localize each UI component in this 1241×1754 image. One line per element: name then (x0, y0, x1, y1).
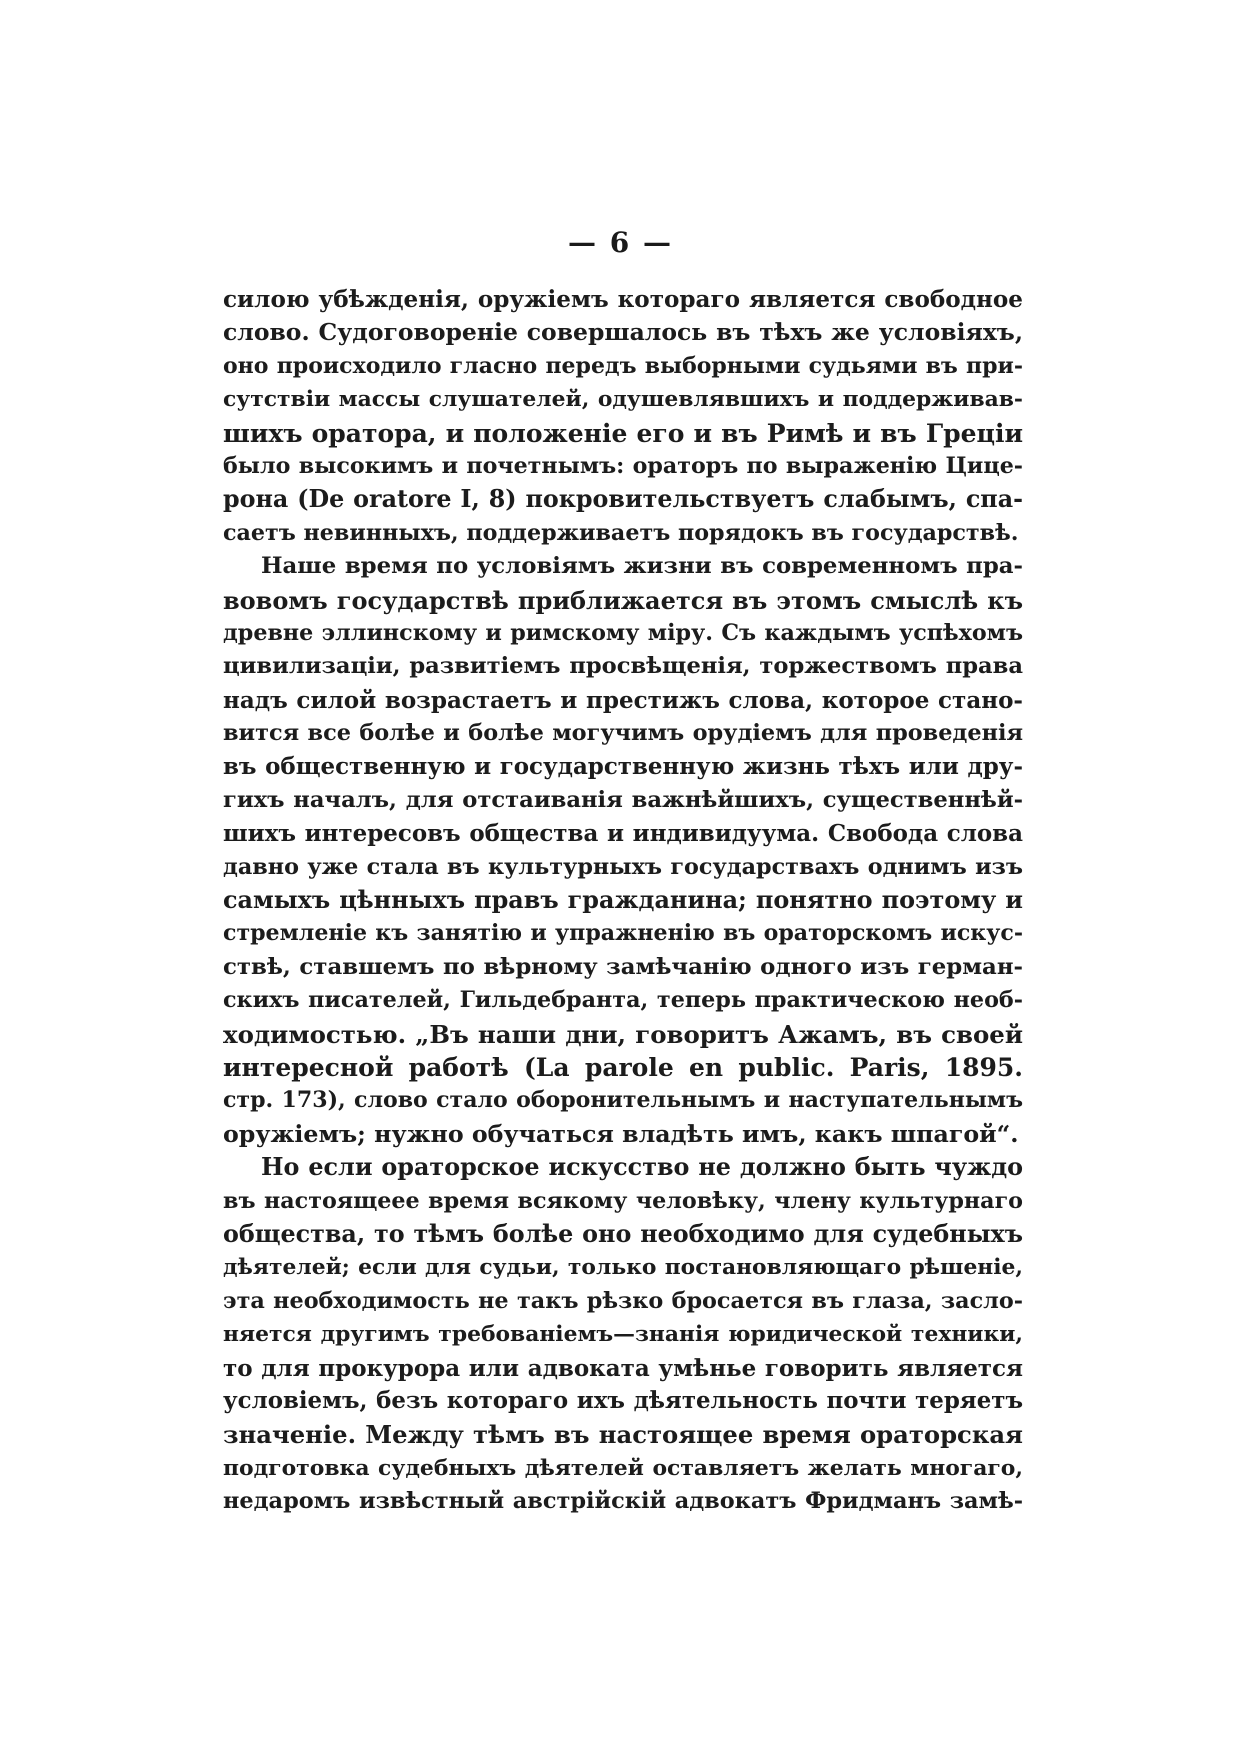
text-line: шихъ оратора, и положеніе его и въ Римѣ и въ Греціи (223, 418, 1023, 448)
text-line: надъ силой возрастаетъ и престижъ слова, которое стано- (223, 686, 1023, 714)
text-line: условіемъ, безъ котораго ихъ дѣятельность почти теряетъ (223, 1387, 1023, 1414)
text-line: саетъ невинныхъ, поддерживаетъ порядокъ въ государствѣ. (223, 519, 1019, 546)
text-line: сутствіи массы слушателей, одушевлявшихъ и поддерживав- (223, 387, 1023, 413)
text-line: вится все болѣе и болѣе могучимъ орудіемъ для проведенія (223, 720, 1023, 747)
text-line: подготовка судебныхъ дѣятелей оставляетъ желать многаго, (223, 1454, 1023, 1481)
text-line: слово. Судоговореніе совершалось въ тѣхъ же условіяхъ, (223, 318, 1023, 347)
text-line: интересной работѣ (La parole en public. Paris, 1895. (223, 1052, 1023, 1082)
text-line: общества, то тѣмъ болѣе оно необходимо для судебныхъ (223, 1219, 1023, 1248)
text-line: значеніе. Между тѣмъ въ настоящее время ораторская (223, 1420, 1023, 1450)
text-line: древне эллинскому и римскому міру. Съ каждымъ успѣхомъ (223, 619, 1023, 646)
text-line: было высокимъ и почетнымъ: ораторъ по выраженію Цице- (223, 452, 1023, 479)
text-line: стремленіе къ занятію и упражненію въ ораторскомъ искус- (223, 920, 1023, 947)
text-line: оно происходило гласно передъ выборными судьями въ при- (223, 352, 1023, 379)
text-line: дѣятелей; если для судьи, только постановляющаго рѣшеніе, (223, 1255, 1023, 1281)
text-line: гихъ началъ, для отстаиванія важнѣйшихъ, существеннѣй- (223, 786, 1023, 813)
text-line: вовомъ государствѣ приближается въ этомъ смыслѣ къ (223, 585, 1023, 615)
text-line: то для прокурора или адвоката умѣнье говорить является (223, 1354, 1023, 1382)
text-line: ствѣ, ставшемъ по вѣрному замѣчанію одного изъ герман- (223, 953, 1023, 980)
text-line: рона (De oratore I, 8) покровительствуетъ слабымъ, спа- (223, 485, 1023, 514)
text-line: эта необходимость не такъ рѣзко бросается въ глаза, засло- (223, 1287, 1023, 1314)
page-number: — 6 — (568, 226, 673, 259)
body-text (223, 283, 1023, 1518)
text-line: стр. 173), слово стало оборонительнымъ и наступательнымъ (223, 1087, 1023, 1114)
text-line: оружіемъ; нужно обучаться владѣть имъ, какъ шпагой“. (223, 1119, 1019, 1148)
text-line: въ общественную и государственную жизнь тѣхъ или дру- (223, 753, 1023, 781)
text-line: няется другимъ требованіемъ—знанія юридической техники, (223, 1322, 1023, 1348)
text-line: давно уже стала въ культурныхъ государствахъ однимъ изъ (223, 853, 1023, 880)
text-line: шихъ интересовъ общества и индивидуума. Свобода слова (223, 820, 1023, 848)
text-line: въ настоящеее время всякому человѣку, члену культурнаго (223, 1187, 1023, 1214)
text-line: Но если ораторское искусство не должно быть чуждо (261, 1153, 1023, 1182)
text-line: скихъ писателей, Гильдебранта, теперь практическою необ- (223, 987, 1023, 1014)
text-line: самыхъ цѣнныхъ правъ гражданина; понятно поэтому и (223, 886, 1023, 915)
text-line: силою убѣжденія, оружіемъ котораго является свободное (223, 286, 1023, 313)
text-line: недаромъ извѣстный австрійскій адвокатъ Фридманъ замѣ- (223, 1488, 1023, 1515)
text-line: ходимостью. „Въ наши дни, говоритъ Ажамъ, въ своей (223, 1019, 1023, 1049)
text-line: Наше время по условіямъ жизни въ современномъ пра- (261, 553, 1023, 580)
text-line: цивилизаціи, развитіемъ просвѣщенія, торжествомъ права (223, 653, 1023, 680)
